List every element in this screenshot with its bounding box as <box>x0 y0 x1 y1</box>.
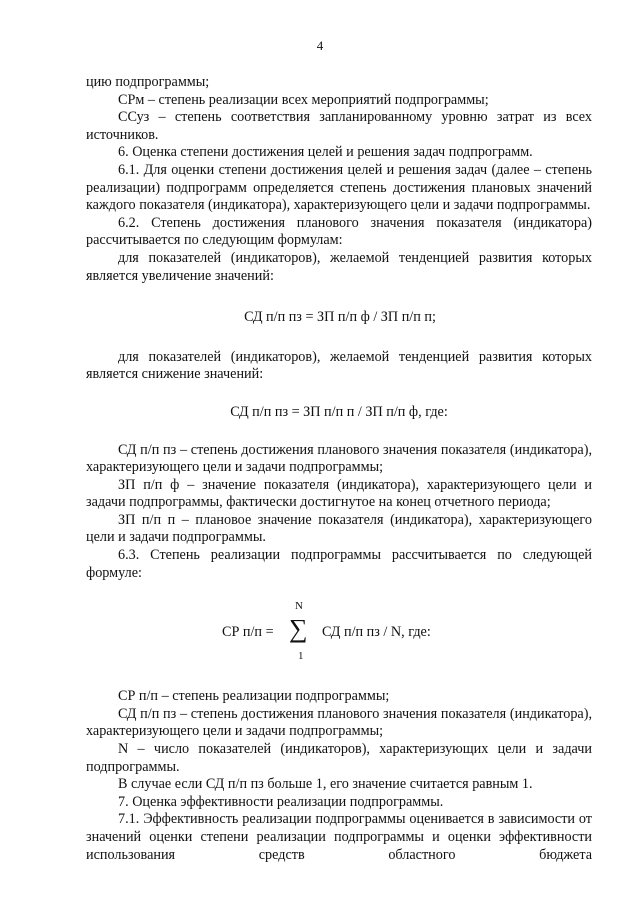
definition: ЗП п/п ф – значение показателя (индикатора), характеризующего цели и задачи подпрограммы, фактически достигнутое на конец отчетного периода; <box>86 476 592 511</box>
sigma-symbol: ∑ <box>289 614 308 644</box>
definition: СР п/п – степень реализации подпрограммы; <box>118 688 390 705</box>
definition: СД п/п пз – степень достижения планового значения показателя (индикатора), характеризующего цели и задачи подпрограммы; <box>86 441 592 476</box>
formula-sum <box>86 598 592 674</box>
section-heading: 6. Оценка степени достижения целей и решения задач подпрограмм. <box>118 144 533 161</box>
paragraph: для показателей (индикаторов), желаемой тенденцией развития которых является увеличение значений: <box>86 249 592 284</box>
definition: N – число показателей (индикаторов), характеризующих цели и задачи подпрограммы. <box>86 741 592 775</box>
text-line: В случае если СД п/п пз больше 1, его значение считается равным 1. <box>118 776 533 793</box>
sum-lower-limit: 1 <box>298 650 304 663</box>
paragraph: 6.3. Степень реализации подпрограммы рассчитывается по следующей формуле: <box>86 547 592 581</box>
definition: ЗП п/п п – плановое значение показателя (индикатора), характеризующего цели и задачи подпрограммы. <box>86 511 592 546</box>
text-line: СРм – степень реализации всех мероприятий подпрограммы; <box>118 91 489 108</box>
paragraph: 6.2. Степень достижения планового значения показателя (индикатора) рассчитывается по следующим формулам: <box>86 214 592 249</box>
page-number: 4 <box>316 38 324 53</box>
sum-upper-limit: N <box>295 600 303 613</box>
formula-rhs: СД п/п пз / N, где: <box>322 624 431 641</box>
text-line: цию подпрограммы; <box>86 74 210 90</box>
text-line: ССуз – степень соответствия запланированному уровню затрат из всех источников. <box>86 109 592 143</box>
paragraph: для показателей (индикаторов), желаемой тенденцией развития которых является снижение значений: <box>86 348 592 383</box>
paragraph: 6.1. Для оценки степени достижения целей и решения задач (далее – степень реализации) подпрограмм определяется степень достижения плановых значений каждого показателя (индикатора), характеризующего цели и задачи подпрограммы. <box>86 161 592 214</box>
paragraph: 7.1. Эффективность реализации подпрограммы оценивается в зависимости от значений оценки степени реализации подпрограммы и оценки эффективности использования средств областного бюджета <box>86 811 592 863</box>
formula-decrease: СД п/п пз = ЗП п/п п / ЗП п/п ф, где: <box>230 403 448 420</box>
definition: СД п/п пз – степень достижения планового значения показателя (индикатора), характеризующего цели и задачи подпрограммы; <box>86 705 592 740</box>
formula-increase: СД п/п пз = ЗП п/п ф / ЗП п/п п; <box>244 309 436 326</box>
formula-lhs: СР п/п = <box>222 624 274 641</box>
document-body <box>86 74 592 864</box>
section-heading: 7. Оценка эффективности реализации подпрограммы. <box>118 793 444 810</box>
